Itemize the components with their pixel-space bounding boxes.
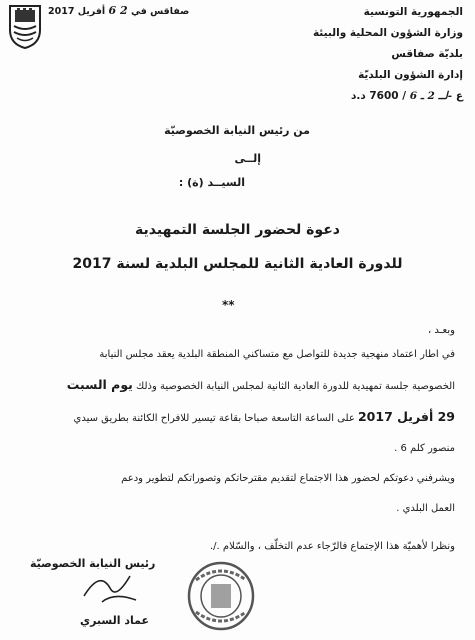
- para1-line3: [14, 402, 455, 434]
- recipient-line: السيــد (ة) :: [178, 176, 245, 189]
- para2-line1: ويشرفني دعوتكم لحضور هذا الاجتماع لتقديم مقترحاتكم وتصوراتكم لتطوير ودعم: [121, 473, 455, 484]
- date-day-handwritten: 2 6: [108, 4, 128, 17]
- para3: ونظرا لأهميّة هذا الإجتماع فالرّجاء عدم التخلّف ، والسّلام ./.: [209, 541, 455, 552]
- ref-handwritten: -لــ 2 ـ 6: [409, 90, 453, 102]
- date-line: [48, 4, 189, 17]
- letter-body: [14, 340, 455, 562]
- para1-day: يوم السبت: [66, 377, 133, 392]
- greeting: وبعـد ،: [427, 325, 455, 336]
- para1-line1: في اطار اعتماد منهجية جديدة للتواصل مع متساكني المنطقة البلدية يعقد مجلس النيابة: [99, 349, 455, 360]
- official-stamp: [186, 560, 256, 632]
- to-label: إلــى: [234, 152, 261, 165]
- para1-line3-text: على الساعة التاسعة صباحا بقاعة تيسير للافراح الكائنة بطريق سيدي: [73, 413, 355, 424]
- country-name: الجمهورية التونسية: [363, 6, 463, 18]
- para1-date: 29 أفريل 2017: [357, 409, 455, 424]
- document-title-line1: دعوة لحضور الجلسة التمهيدية: [135, 222, 340, 238]
- letterhead: [313, 4, 463, 109]
- para1-line2-text: الخصوصية جلسة تمهيدية للدورة العادية الثانية لمجلس النيابة الخصوصية وذلك: [136, 381, 455, 392]
- ref-prefix: ع: [455, 90, 463, 102]
- signatory-name: عماد السبري: [80, 614, 150, 627]
- department-name: إدارة الشؤون البلديّة: [358, 69, 463, 81]
- handwritten-signature: [80, 566, 140, 608]
- document-title-line2: للدورة العادية الثانية للمجلس البلدية لسنة 2017: [72, 256, 403, 272]
- municipality-name: بلديّة صفاقس: [391, 48, 463, 60]
- ref-number: / 7600 د.د: [350, 90, 407, 102]
- ministry-name: وزارة الشؤون المحلية والبيئة: [312, 27, 463, 39]
- para1-line2: [14, 370, 455, 402]
- municipality-logo: [6, 2, 44, 50]
- date-city: صفاقس في: [130, 6, 190, 17]
- date-month-year: أفريل 2017: [48, 6, 106, 17]
- separator-stars: **: [222, 298, 235, 312]
- signatory-title: رئيس النيابة الخصوصيّة: [30, 557, 156, 570]
- sender-line: من رئيس النيابة الخصوصيّة: [164, 124, 310, 137]
- para2-line2: العمل البلدي .: [396, 503, 455, 514]
- para1-line4: منصور كلم 6 .: [394, 443, 455, 454]
- reference-number: [313, 88, 463, 105]
